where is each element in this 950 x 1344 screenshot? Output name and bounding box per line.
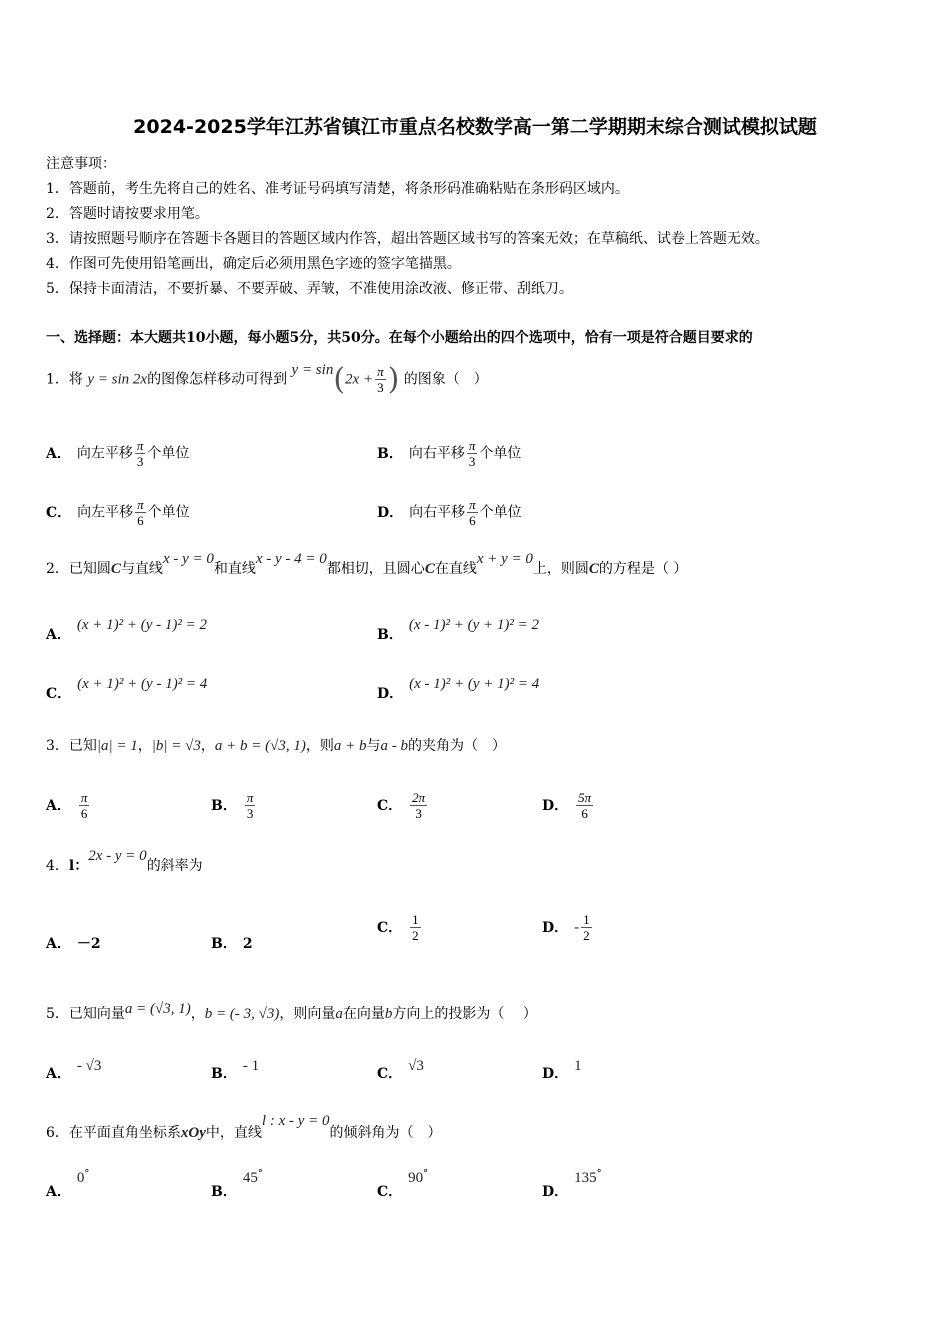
option-label: D． [377, 504, 404, 521]
option-a[interactable] [46, 438, 189, 469]
denominator: 6 [137, 513, 144, 528]
question-1 [46, 362, 488, 397]
formula: x + y = 0 [476, 551, 533, 567]
formula: (x + 1)² + (y - 1)² = 2 [76, 617, 208, 633]
question-4 [46, 848, 203, 875]
option-text: 个单位 [479, 445, 522, 462]
q-text: 中，直线 [205, 1125, 262, 1141]
fraction [135, 497, 146, 528]
fraction [245, 790, 256, 821]
option-text: 个单位 [479, 504, 522, 521]
formula: (x - 1)² + (y + 1)² = 2 [408, 617, 539, 633]
q-text: 的倾斜角为（ ） [329, 1125, 442, 1141]
degree-sign: ° [84, 1168, 90, 1180]
notice-item: 1．答题前，考生先将自己的姓名、准考证号码填写清楚，将条形码准确粘贴在条形码区域内。 [46, 181, 629, 197]
formula: (x + 1)² + (y - 1)² = 4 [77, 676, 208, 692]
question-number: 2． [46, 561, 69, 577]
page-title: 2024-2025学年江苏省镇江市重点名校数学高一第二学期期末综合测试模拟试题 [133, 116, 817, 138]
option-label: B． [211, 936, 237, 952]
q-text: 的图像怎样移动可得到 [147, 371, 288, 388]
option-label: C． [377, 1066, 403, 1082]
option-b[interactable] [211, 933, 253, 953]
formula: x - y = 0 [162, 551, 214, 567]
formula: |a| = 1 [96, 738, 138, 754]
formula: a + b [333, 738, 367, 754]
notice-heading: 注意事项： [46, 156, 116, 172]
option-label: C． [46, 504, 72, 521]
option-label: C． [377, 919, 403, 936]
option-value: 90 [408, 1170, 424, 1186]
denominator: 3 [468, 454, 476, 469]
q-text: 已知 [68, 738, 97, 754]
fraction [79, 790, 90, 821]
denominator: 2 [583, 928, 590, 943]
option-label: A． [46, 797, 71, 814]
option-label: B． [377, 627, 403, 643]
question-5 [46, 1003, 537, 1023]
option-label: B． [377, 445, 403, 462]
option-text: 个单位 [147, 445, 190, 462]
option-label: D． [542, 1066, 569, 1082]
formula: 2x - y = 0 [88, 848, 147, 864]
q-text: 和直线 [213, 561, 256, 577]
option-label: A． [46, 627, 71, 643]
formula: x - y - 4 = 0 [255, 551, 327, 567]
q-text: 的夹角为（ ） [408, 738, 506, 754]
denominator: 3 [246, 806, 254, 821]
option-c[interactable] [46, 673, 208, 702]
degree-sign: ° [257, 1168, 263, 1180]
option-label: D． [542, 797, 569, 814]
numerator: 5π [578, 790, 592, 805]
q-text: 在向量 [342, 1006, 385, 1022]
numerator: π [377, 364, 384, 379]
option-label: A． [46, 1066, 71, 1082]
option-label: D． [542, 1184, 569, 1200]
option-value: －2 [76, 936, 101, 952]
q-text: l： [68, 858, 89, 874]
option-d[interactable] [542, 1167, 602, 1200]
q-text: ，则 [305, 738, 334, 754]
q-text: 在直线 [434, 561, 477, 577]
option-a[interactable] [46, 933, 101, 953]
notice-item: 5．保持卡面清洁，不要折暴、不要弄破、弄皱，不准使用涂改液、修正带、刮纸刀。 [46, 281, 573, 297]
variable: xOy [180, 1125, 206, 1141]
question-number: 6． [46, 1125, 69, 1141]
numerator: π [137, 497, 144, 512]
option-text: 个单位 [147, 504, 190, 521]
formula: a = (√3, 1) [124, 1001, 191, 1017]
option-value: 2 [242, 936, 253, 952]
option-b[interactable] [377, 438, 521, 469]
option-label: B． [211, 797, 237, 814]
option-a[interactable] [46, 1167, 90, 1200]
option-label: D． [542, 919, 569, 936]
option-d[interactable] [377, 497, 522, 528]
variable: b [384, 1006, 393, 1022]
numerator: π [80, 790, 88, 805]
formula: (x - 1)² + (y + 1)² = 4 [409, 676, 540, 692]
formula: |b| = √3 [151, 738, 201, 754]
denominator: 6 [469, 513, 476, 528]
option-value: 45 [242, 1170, 258, 1186]
option-c[interactable] [377, 1055, 424, 1082]
question-number: 4． [46, 858, 69, 874]
denominator: 3 [136, 454, 144, 469]
variable: C [424, 561, 435, 577]
degree-sign: ° [423, 1168, 429, 1180]
option-value: - 1 [242, 1058, 260, 1074]
denominator: 3 [377, 380, 384, 395]
option-text: 向左平移 [77, 504, 134, 521]
numerator: 1 [412, 912, 419, 927]
q-text: ，则向量 [279, 1006, 336, 1022]
question-3 [46, 735, 506, 755]
notice-item: 2．答题时请按要求用笔。 [46, 206, 209, 222]
formula: l : x - y = 0 [261, 1113, 330, 1129]
numerator: 1 [583, 912, 590, 927]
option-b[interactable] [211, 1055, 260, 1082]
numerator: π [469, 497, 476, 512]
fraction [576, 790, 593, 821]
option-d[interactable] [542, 1055, 582, 1082]
option-value: √3 [408, 1058, 424, 1074]
variable: a [335, 1006, 343, 1022]
option-label: A． [46, 445, 71, 462]
option-d[interactable] [542, 912, 594, 943]
numerator: π [246, 790, 254, 805]
option-a[interactable] [46, 614, 208, 643]
variable: C [110, 561, 121, 577]
question-2 [46, 551, 688, 578]
question-number: 1． [46, 371, 69, 388]
section-heading: 一、选择题：本大题共10小题，每小题5分，共50分。在每个小题给出的四个选项中，恰有一项是符合题目要求的 [46, 330, 753, 346]
denominator: 6 [80, 806, 88, 821]
option-text: 向右平移 [409, 504, 466, 521]
q-text: 的图象（ ） [403, 371, 488, 388]
question-6 [46, 1113, 442, 1142]
fraction [375, 364, 386, 395]
q-text: ， [137, 738, 152, 754]
denominator: 2 [412, 928, 419, 943]
degree-sign: ° [596, 1168, 602, 1180]
numerator: π [136, 438, 144, 453]
q-text: 与直线 [120, 561, 163, 577]
option-c[interactable] [377, 912, 423, 943]
option-text: 向右平移 [408, 445, 465, 462]
option-text: 向左平移 [76, 445, 133, 462]
option-label: A． [46, 1184, 71, 1200]
option-a[interactable] [46, 790, 91, 821]
option-value: 1 [574, 1058, 582, 1074]
fraction [467, 497, 478, 528]
numerator: π [468, 438, 476, 453]
variable: C [588, 561, 599, 577]
option-a[interactable] [46, 1055, 102, 1082]
option-label: B． [211, 1184, 237, 1200]
q-text: 的方程是（ ） [598, 561, 688, 577]
formula: y = sin [291, 361, 334, 378]
paren-close: ) [387, 362, 400, 397]
formula: 2x + [345, 371, 374, 388]
fraction [410, 912, 421, 943]
option-label: C． [377, 797, 403, 814]
q-text: 在平面直角坐标系 [68, 1125, 181, 1141]
option-c[interactable] [377, 1167, 429, 1200]
notice-item: 3．请按照题号顺序在答题卡各题目的答题区域内作答，超出答题区域书写的答案无效；在草稿纸、试卷上答题无效。 [46, 231, 769, 247]
option-label: D． [377, 686, 404, 702]
option-label: C． [46, 686, 72, 702]
option-label: C． [377, 1184, 403, 1200]
paren-open: ( [333, 362, 346, 397]
fraction [467, 438, 478, 469]
notice-item: 4．作图可先使用铅笔画出，确定后必须用黑色字迹的签字笔描黑。 [46, 256, 461, 272]
fraction [135, 438, 146, 469]
q-text: 已知向量 [68, 1006, 125, 1022]
q-text: ， [190, 1006, 205, 1022]
option-value: - √3 [76, 1058, 102, 1074]
formula: y = sin 2x [87, 371, 148, 388]
q-text: ， [200, 738, 215, 754]
option-b[interactable] [211, 1167, 263, 1200]
option-d[interactable] [377, 673, 540, 702]
denominator: 6 [581, 806, 588, 821]
option-label: A． [46, 936, 71, 952]
option-b[interactable] [377, 614, 539, 643]
q-text: 已知圆 [68, 561, 111, 577]
option-d[interactable] [542, 790, 595, 821]
minus-sign: - [574, 919, 580, 936]
q-text: 方向上的投影为（ ） [392, 1006, 537, 1022]
denominator: 3 [415, 806, 422, 821]
formula: a - b [380, 738, 408, 754]
formula: b = (- 3, √3) [204, 1006, 280, 1022]
option-value: 0 [76, 1170, 85, 1186]
question-number: 3． [46, 738, 69, 754]
option-c[interactable] [46, 497, 190, 528]
q-text: 将 [68, 371, 83, 388]
option-label: B． [211, 1066, 237, 1082]
fraction [410, 790, 427, 821]
option-value: 135 [574, 1170, 597, 1186]
question-number: 5． [46, 1006, 69, 1022]
q-text: 上，则圆 [532, 561, 589, 577]
option-b[interactable] [211, 790, 257, 821]
formula: a + b = (√3, 1) [214, 738, 306, 754]
numerator: 2π [412, 790, 426, 805]
fraction [581, 912, 592, 943]
q-text: 都相切，且圆心 [326, 561, 425, 577]
q-text: 与 [366, 738, 381, 754]
option-c[interactable] [377, 790, 429, 821]
q-text: 的斜率为 [146, 858, 203, 874]
